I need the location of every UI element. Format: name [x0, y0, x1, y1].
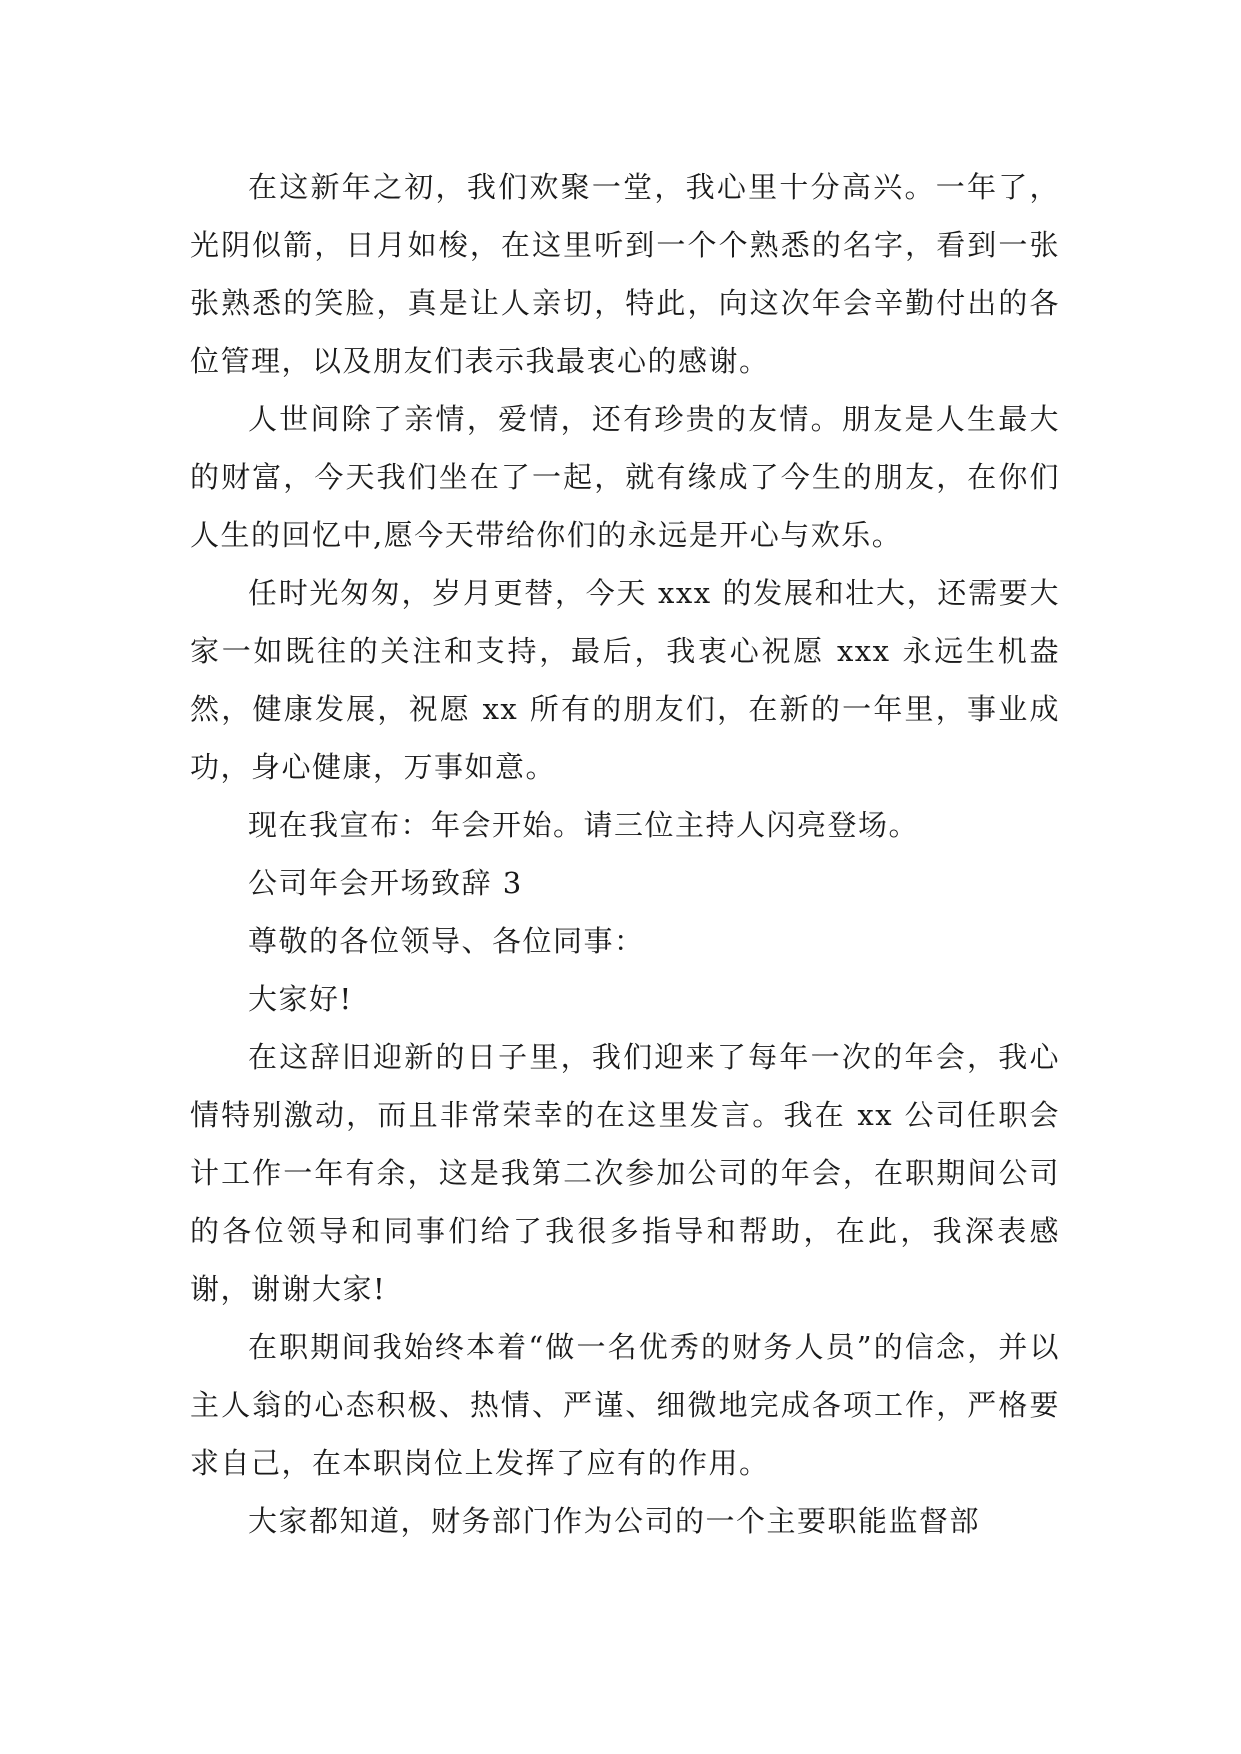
- greeting: 大家好!: [248, 982, 353, 1016]
- paragraph-new-year-greeting: 在这新年之初，我们欢聚一堂，我心里十分高兴。一年了，光阴似箭，日月如梭，在这里听到一个个熟悉的名字，看到一张张熟悉的笑脸，真是让人亲切，特此，向这次年会辛勤付出的各位管理，以及朋友们表示我最衷心的感谢。: [190, 170, 1060, 378]
- paragraph-announcement: 现在我宣布：年会开始。请三位主持人闪亮登场。: [248, 808, 920, 842]
- section-title: 公司年会开场致辞 3: [248, 866, 523, 900]
- document-body: [190, 158, 1060, 1550]
- paragraph-finance-department: 大家都知道，财务部门作为公司的一个主要职能监督部: [248, 1504, 981, 1538]
- paragraph-work-attitude: 在职期间我始终本着“做一名优秀的财务人员”的信念，并以主人翁的心态积极、热情、严谨、细微地完成各项工作，严格要求自己，在本职岗位上发挥了应有的作用。: [190, 1330, 1060, 1480]
- paragraph-friendship: 人世间除了亲情，爱情，还有珍贵的友情。朋友是人生最大的财富，今天我们坐在了一起，就有缘成了今生的朋友，在你们人生的回忆中,愿今天带给你们的永远是开心与欢乐。: [190, 402, 1060, 552]
- salutation: 尊敬的各位领导、各位同事：: [248, 924, 645, 958]
- paragraph-blessing: 任时光匆匆，岁月更替，今天 xxx 的发展和壮大，还需要大家一如既往的关注和支持，最后，我衷心祝愿 xxx 永远生机盎然，健康发展，祝愿 xx 所有的朋友们，在新的一年里，事业成功，身心健康，万事如意。: [190, 576, 1060, 784]
- paragraph-annual-meeting: 在这辞旧迎新的日子里，我们迎来了每年一次的年会，我心情特别激动，而且非常荣幸的在这里发言。我在 xx 公司任职会计工作一年有余，这是我第二次参加公司的年会，在职期间公司的各位领导和同事们给了我很多指导和帮助，在此，我深表感谢，谢谢大家!: [190, 1040, 1060, 1306]
